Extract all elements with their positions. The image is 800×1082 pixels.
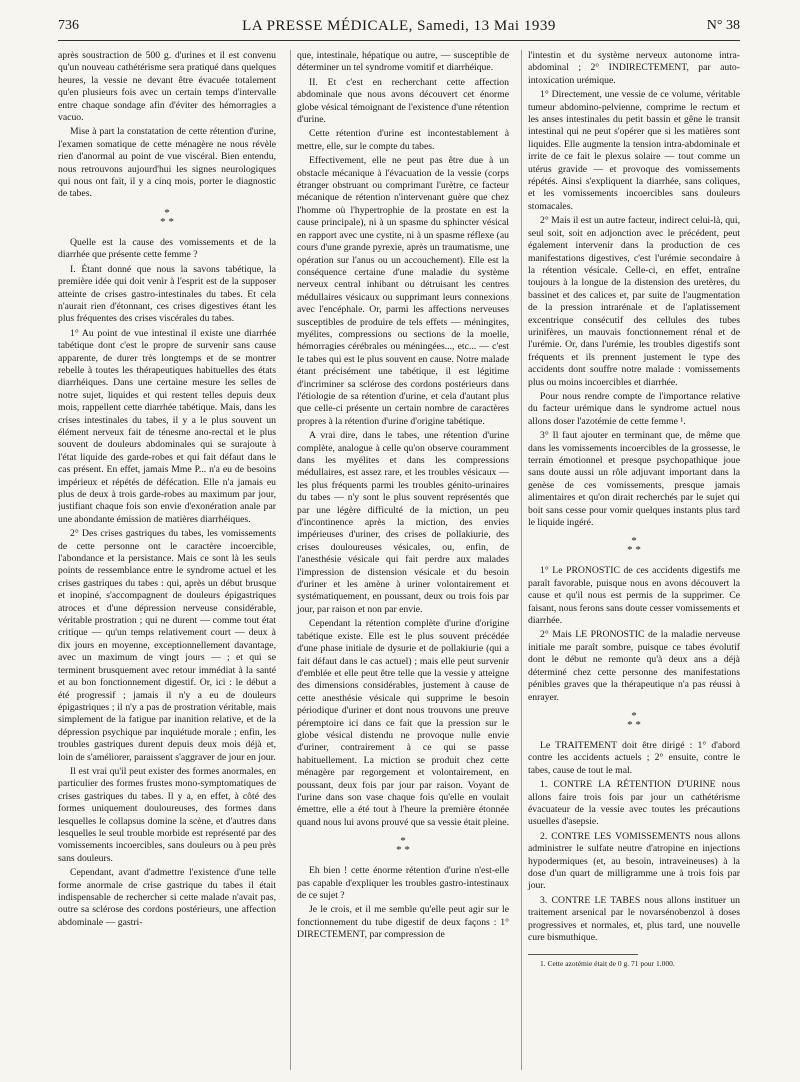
paragraph: 2° Des crises gastriques du tabes, les vomissements de cette personne ont le caractère incoercible, l'abondance et la persistance. Mais ce sont là les seuls points de ressemblance entre le syndrome actuel et les crises gastriques du tabes : qui, après un début brusque et inopiné, s'accompagnent de douleurs épigastriques atroces et d'une dépression nerveuse considérable, véritable prostration ; qui ne durent — comme tout état critique — qu'un temps relativement court — deux à dix jours en moyenne, exceptionnellement davantage, avec un maximum de vingt jours — ; et qui se terminent brusquement avec retour immédiat à la santé et au bon fonctionnement digestif. Or, ici : le début a été progressif ; jamais il n'y a eu de douleurs épigastriques ; il n'y a pas de prostration véritable, mais simplement de la fatigue par inanition relative, et de la dépression psychique par inquiétude morale ; enfin, les troubles gastriques durent depuis deux mois déjà et, loin de s'améliorer, paraissent s'aggraver de jour en jour. (58, 528, 276, 763)
paragraph: A vrai dire, dans le tabes, une rétention d'urine complète, analogue à celle qu'on observe couramment dans les myélites et dans les compressions médullaires, est assez rare, et les troubles vésicaux — les plus fréquents parmi les troubles génito-urinaires du tabes — n'y sont le plus souvent représentés que par une légère difficulté de la miction, un peu d'incontinence après la miction, des envies impérieuses d'uriner, des crises de pollakiurie, des crises douloureuses vésicales, ou, enfin, de l'anesthésie vésicale qui fait perdre aux malades l'impression de distension vésicale et du besoin d'uriner et les amène à uriner volontairement et systématiquement, en poussant, deux ou trois fois par jour, par raison et non par envie. (297, 430, 509, 615)
paragraph: 1° Directement, une vessie de ce volume, véritable tumeur abdomino-pelvienne, comprime le rectum et les anses intestinales du petit bassin et gêne le transit intestinal qui ne peut s'opérer que si les matières sont liquides. Elle augmente la tension intra-abdominale et irrite de ce fait le plexus solaire — tout comme un utérus gravide — et provoque des vomissements répétés. Ainsi s'expliquent la diarrhée, sans coliques, et les vomissements incoercibles sans douleurs stomacales. (528, 89, 740, 212)
footnote: 1. Cette azotémie était de 0 g. 71 pour 1.000. (540, 959, 675, 969)
page-header (58, 18, 740, 41)
paragraph: 2° Mais LE PRONOSTIC de la maladie nerveuse initiale me paraît sombre, puisque ce tabes évolutif dont le début ne remonte qu'à deux ans a déjà déterminé chez cette personne des manifestations pénibles graves que la thérapeutique n'a pas réussi à enrayer. (528, 629, 740, 703)
paragraph: II. Et c'est en recherchant cette affection abdominale que nous avons découvert cet énorme globe vésical témoignant de l'existence d'une rétention d'urine. (297, 76, 509, 126)
column-3 (521, 50, 740, 1070)
section-separator: * * * (627, 535, 641, 557)
paragraph: 3. CONTRE LE TABES nous allons instituer un traitement arsenical par le novarsénobenzol à doses progressives et normales, et, plus tard, une nouvelle cure bismuthique. (528, 894, 740, 943)
page-number: 736 (58, 18, 79, 33)
paragraph: que, intestinale, hépatique ou autre, — susceptible de déterminer un tel syndrome vomitif et diarrhéique. (297, 50, 509, 74)
paragraph: 1. CONTRE LA RÉTENTION D'URINE nous allons faire trois fois par jour un cathétérisme évacuateur de la vessie avec toutes les précautions usuelles d'asepsie. (528, 779, 740, 828)
paragraph: Pour nous rendre compte de l'importance relative du facteur urémique dans le syndrome actuel nous allons doser l'azotémie de cette femme ¹. (528, 390, 740, 427)
paragraph: 1° Le PRONOSTIC de ces accidents digestifs me paraît favorable, puisque nous en avons découvert la cause et qu'il nous est permis de la supprimer. Ce faisant, nous ferons sans doute cesser vomissements et diarrhée. (528, 565, 740, 627)
paragraph: Il est vrai qu'il peut exister des formes anormales, en particulier des formes frustes mono-symptomatiques de crises gastriques du tabes. Il y a, en effet, à côté des formes uniquement douloureuses, des formes dans lesquelles le collapsus domine la scène, et d'autres dans lesquelles le seul trouble morbide est représenté par des vomissements incoercibles, sans douleurs ou à peu près sans douleurs. (58, 765, 276, 864)
issue-number: N° 38 (706, 18, 740, 33)
section-separator: * * * (396, 835, 410, 857)
paragraph: 2° Mais il est un autre facteur, indirect celui-là, qui, seul soit, soit en adjonction avec le précédent, peut également intervenir dans la production de ces manifestations digestives, c'est l'urémie secondaire à la rétention vésicale. Celle-ci, en effet, entraîne toujours à la longue de la distension des uretères, du bassinet et des calices et, par suite de l'augmentation de la pression intrarénale et de l'aplatissement excentrique consécutif des cellules des tubes urinifères, un mauvais fonctionnement rénal et de l'urémie. Or, dans l'urémie, les troubles digestifs sont fréquents et ils prennent justement le type des accidents dont souffre notre malade : vomissements plus ou moins incoercibles et diarrhée. (528, 215, 740, 388)
paragraph: Cette rétention d'urine est incontestablement à mettre, elle, sur le compte du tabes. (297, 128, 509, 152)
paragraph: Je le crois, et il me semble qu'elle peut agir sur le fonctionnement du tube digestif de deux façons : 1° DIRECTEMENT, par compression de (297, 904, 509, 941)
paragraph: Cependant, avant d'admettre l'existence d'une telle forme anormale de crise gastrique du tabes il était indispensable de rechercher si cette malade n'avait pas, outre sa sclérose des cordons postérieurs, une affection abdominale — gastri- (58, 867, 276, 928)
column-2 (290, 50, 509, 1070)
paragraph: I. Étant donné que nous la savons tabétique, la première idée qui doit venir à l'esprit est de la supposer atteinte de crises gastro-intestinales du tabes. Et cela n'aurait rien d'étonnant, ces crises digestives étant les plus fréquentes des crises viscérales du tabes. (58, 263, 276, 325)
paragraph: Mise à part la constatation de cette rétention d'urine, l'examen somatique de cette ménagère ne nous révèle rien d'anormal au point de vue viscéral. Bien entendu, nous retrouvons aujourd'hui les signes neurologiques qui nous ont fait, il y a cinq mois, porter le diagnostic de tabes. (58, 126, 276, 200)
paragraph: Cependant la rétention complète d'urine d'origine tabétique existe. Elle est le plus souvent précédée d'une phase initiale de dysurie et de pollakiurie (qui a fait défaut dans le cas actuel) ; mais elle peut survenir d'emblée et elle peut être telle que la vessie y atteigne des dimensions considérables, justement à cause de cette anesthésie vésicale qui supprime le besoin périodique d'uriner et dont nous trouvons une preuve péremptoire ici dans ce fait que la pression sur le globe vésical distendu ne provoque nulle envie d'uriner, contrairement à ce qui se passe habituellement. La miction se produit chez cette ménagère par regorgement et volontairement, en poussant, deux fois par jour par raison. Voyant de l'urine dans son vase chaque fois qu'elle en voulait émettre, elle a été tout à l'heure la première étonnée quand nous lui avons prouvé que sa vessie était pleine. (297, 618, 509, 828)
paragraph: Eh bien ! cette énorme rétention d'urine n'est-elle pas capable d'expliquer les troubles gastro-intestinaux de ce sujet ? (297, 865, 509, 901)
paragraph: Quelle est la cause des vomissements et de la diarrhée que présente cette femme ? (58, 236, 276, 261)
paragraph: l'intestin et du système nerveux autonome intra-abdominal ; 2° INDIRECTEMENT, par auto-intoxication urémique. (528, 50, 740, 86)
paragraph: 2. CONTRE LES VOMISSEMENTS nous allons administrer le sulfate neutre d'atropine en injections hypodermiques (et, au besoin, intraveineuses) à la dose d'un quart de milligramme une à trois fois par jour. (528, 830, 740, 892)
paragraph: 3° Il faut ajouter en terminant que, de même que dans les vomissements incoercibles de la grossesse, le terrain émotionnel et presque psychopathique joue sans doute aussi un rôle adjuvant important dans la genèse de ces vomissements, presque jamais alimentaires et qu'on dirait recherchés par le sujet qui boit sans cesse pour vomir quelques instants plus tard le liquide ingéré. (528, 430, 740, 529)
paragraph: Effectivement, elle ne peut pas être due à un obstacle mécanique à l'évacuation de la vessie (corps étranger obstruant ou comprimant l'urètre, ce facteur mécanique de rétention n'intervenant guère que chez l'homme où l'hypertrophie de la prostate en est la cause principale), ni à un spasme du sphincter vésical en rapport avec une cystite, ni à un spasme réflexe (au cours d'une grande pyrexie, après un traumatisme, une opération sur l'anus ou un accouchement). Elle est la conséquence certaine d'une maladie du système nerveux central inhibant ou détruisant les centres médullaires vésicaux ou supprimant leurs connexions avec l'encéphale. Or, parmi les affections nerveuses susceptibles de produire de tels effets — méningites, myélites, compressions ou sections de la moelle, hémorragies cérébrales ou méningées..., etc... — c'est le tabes qui est le plus souvent en cause. Notre malade étant précisément une tabétique, il est légitime d'incriminer sa sclérose des cordons postérieurs dans l'étiologie de sa rétention d'urine, et cela d'autant plus que celle-ci présente un certain nombre de caractères propres à la rétention d'urine d'origine tabétique. (297, 155, 509, 427)
section-separator: * * * (160, 206, 174, 228)
paragraph: après soustraction de 500 g. d'urines et il est convenu qu'un nouveau cathétérisme sera pratiqué dans quelques heures, la vessie ne devant être évacuée totalement qu'en plusieurs fois avec un certain temps d'intervalle entre chaque sondage afin d'éviter des hémorragies a vacuo. (58, 50, 276, 124)
paragraph: 1° Au point de vue intestinal il existe une diarrhée tabétique dont c'est le propre de survenir sans cause apparente, de durer très longtemps et de se montrer rebelle à toutes les thérapeutiques habituelles des états diarrhéiques. Dans une certaine mesure les selles de notre sujet, liquides et qui restent telles depuis deux mois, rappellent cette diarrhée tabétique. Mais, dans les crises intestinales du tabes, il y a le plus souvent un élément nerveux fait de ténesme ano-rectal et le plus souvent de douleurs abdominales qui se surajoute à l'état liquide des garde-robes et qui fait défaut dans le cas présent. En effet, jamais Mme P... n'a eu de besoins impérieux et répétés de défécation. Elle n'a jamais eu plus de deux à trois garde-robes au maximum par jour, justifiant chaque fois son envie d'exonération anale par une abondante émission de matières diarrhéiques. (58, 327, 276, 525)
column-1 (58, 50, 276, 1070)
section-separator: * * * (627, 709, 641, 731)
paragraph: Le TRAITEMENT doit être dirigé : 1° d'abord contre les accidents actuels ; 2° ensuite, contre le tabes, cause de tout le mal. (528, 739, 740, 776)
journal-title: LA PRESSE MÉDICALE, Samedi, 13 Mai 1939 (242, 18, 556, 34)
footnote-rule (528, 954, 638, 955)
